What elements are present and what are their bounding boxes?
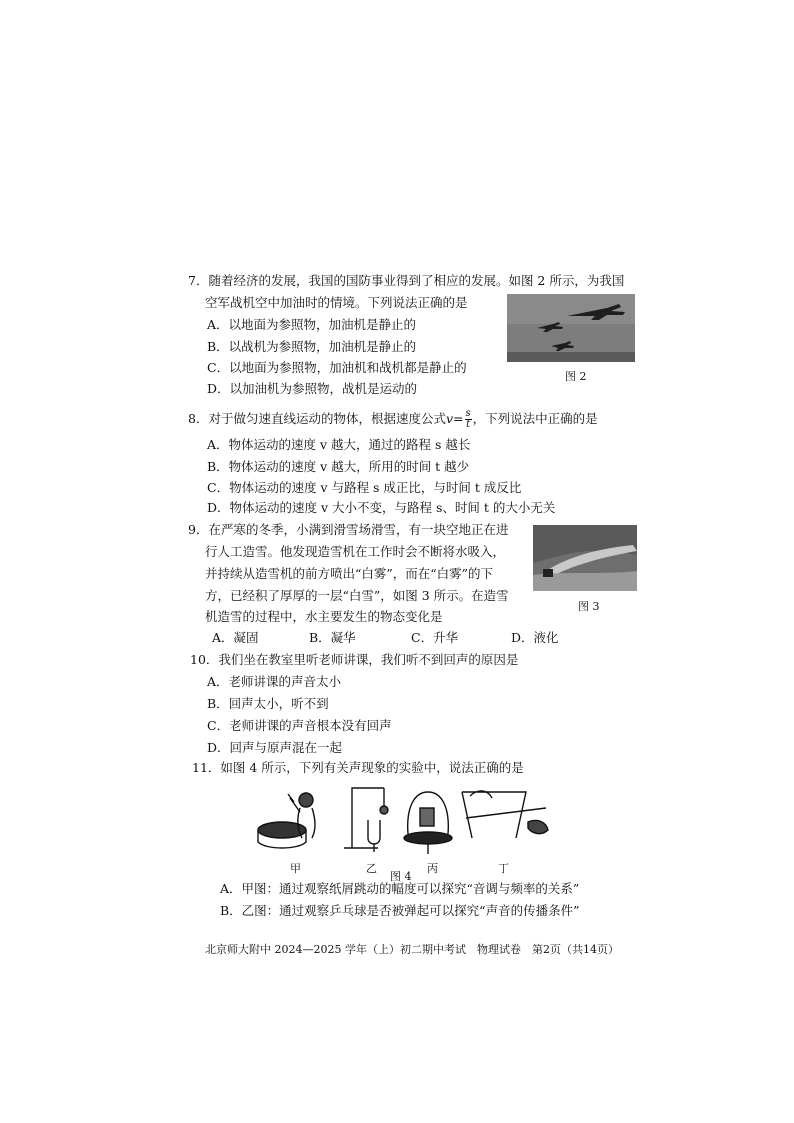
q7-option-d: D．以加油机为参照物，战机是运动的 [207,381,418,396]
q7-option-b: B．以战机为参照物，加油机是静止的 [207,339,417,354]
q8-option-d: D．物体运动的速度 v 大小不变，与路程 s、时间 t 的大小无关 [207,500,556,515]
figure-4-label-ding: 丁 [498,862,509,875]
q10-option-d: D．回声与原声混在一起 [207,740,343,755]
q7-stem-line2: 空军战机空中加油时的情境。下列说法正确的是 [205,295,468,310]
figure-4-experiments [256,778,556,856]
q10-option-c: C．老师讲课的声音根本没有回声 [207,718,392,733]
q11-option-b: B．乙图：通过观察乒乓球是否被弹起可以探究“声音的传播条件” [220,903,580,918]
q7-option-a: A．以地面为参照物，加油机是静止的 [207,317,417,332]
q8-formula-numerator: s [465,408,471,419]
figure-2-caption: 图 2 [565,370,587,383]
q8-formula-denominator: t [466,419,471,430]
figure-4-label-bing: 丙 [427,862,438,875]
q8-stem-pre: 8．对于做匀速直线运动的物体，根据速度公式 [188,411,446,426]
figure-4-label-yi: 乙 [366,862,377,875]
figure-4-caption: 图 4 [390,870,412,883]
q9-stem-line2: 行人工造雪。他发现造雪机在工作时会不断将水吸入， [205,544,506,559]
q8-option-c: C．物体运动的速度 v 与路程 s 成正比，与时间 t 成反比 [207,480,522,495]
q10-option-a: A．老师讲课的声音太小 [207,674,342,689]
q8-formula-fraction [465,409,472,430]
q8-stem [188,409,598,430]
q8-option-a: A．物体运动的速度 v 越大，通过的路程 s 越长 [207,437,471,452]
q10-stem: 10．我们坐在教室里听老师讲课，我们听不到回声的原因是 [190,652,519,667]
q9-stem-line3: 并持续从造雪机的前方喷出“白雾”，而在“白雾”的下 [205,566,494,581]
q9-option-d: D．液化 [511,630,559,645]
figure-3-caption: 图 3 [578,600,600,613]
figure-2-refueling-photo [507,294,635,362]
q9-stem-line1: 9．在严寒的冬季，小满到滑雪场滑雪，有一块空地正在进 [188,522,509,537]
q9-option-a: A．凝固 [212,630,259,645]
q11-option-a: A．甲图：通过观察纸屑跳动的幅度可以探究“音调与频率的关系” [220,881,580,896]
figure-3-snowmaker-photo [533,525,637,591]
q9-stem-line4: 方，已经积了厚厚的一层“白雪”，如图 3 所示。在造雪 [205,588,509,603]
q9-stem-line5: 机造雪的过程中，水主要发生的物态变化是 [205,609,443,624]
q8-option-b: B．物体运动的速度 v 越大，所用的时间 t 越少 [207,459,470,474]
q8-formula-v: v= [445,411,464,426]
q8-stem-post: ，下列说法中正确的是 [472,411,598,426]
q7-option-c: C．以地面为参照物，加油机和战机都是静止的 [207,360,467,375]
figure-4-label-jia: 甲 [290,862,301,875]
q9-option-b: B．凝华 [309,630,356,645]
q11-stem: 11．如图 4 所示，下列有关声现象的实验中，说法正确的是 [192,760,524,775]
page-footer: 北京师大附中 2024—2025 学年（上）初二期中考试 物理试卷 第2页（共14页） [205,943,619,956]
figure-4-drawing [256,778,556,856]
q9-option-c: C．升华 [411,630,459,645]
q10-option-b: B．回声太小，听不到 [207,696,329,711]
q7-stem-line1: 7．随着经济的发展，我国的国防事业得到了相应的发展。如图 2 所示，为我国 [188,273,625,288]
